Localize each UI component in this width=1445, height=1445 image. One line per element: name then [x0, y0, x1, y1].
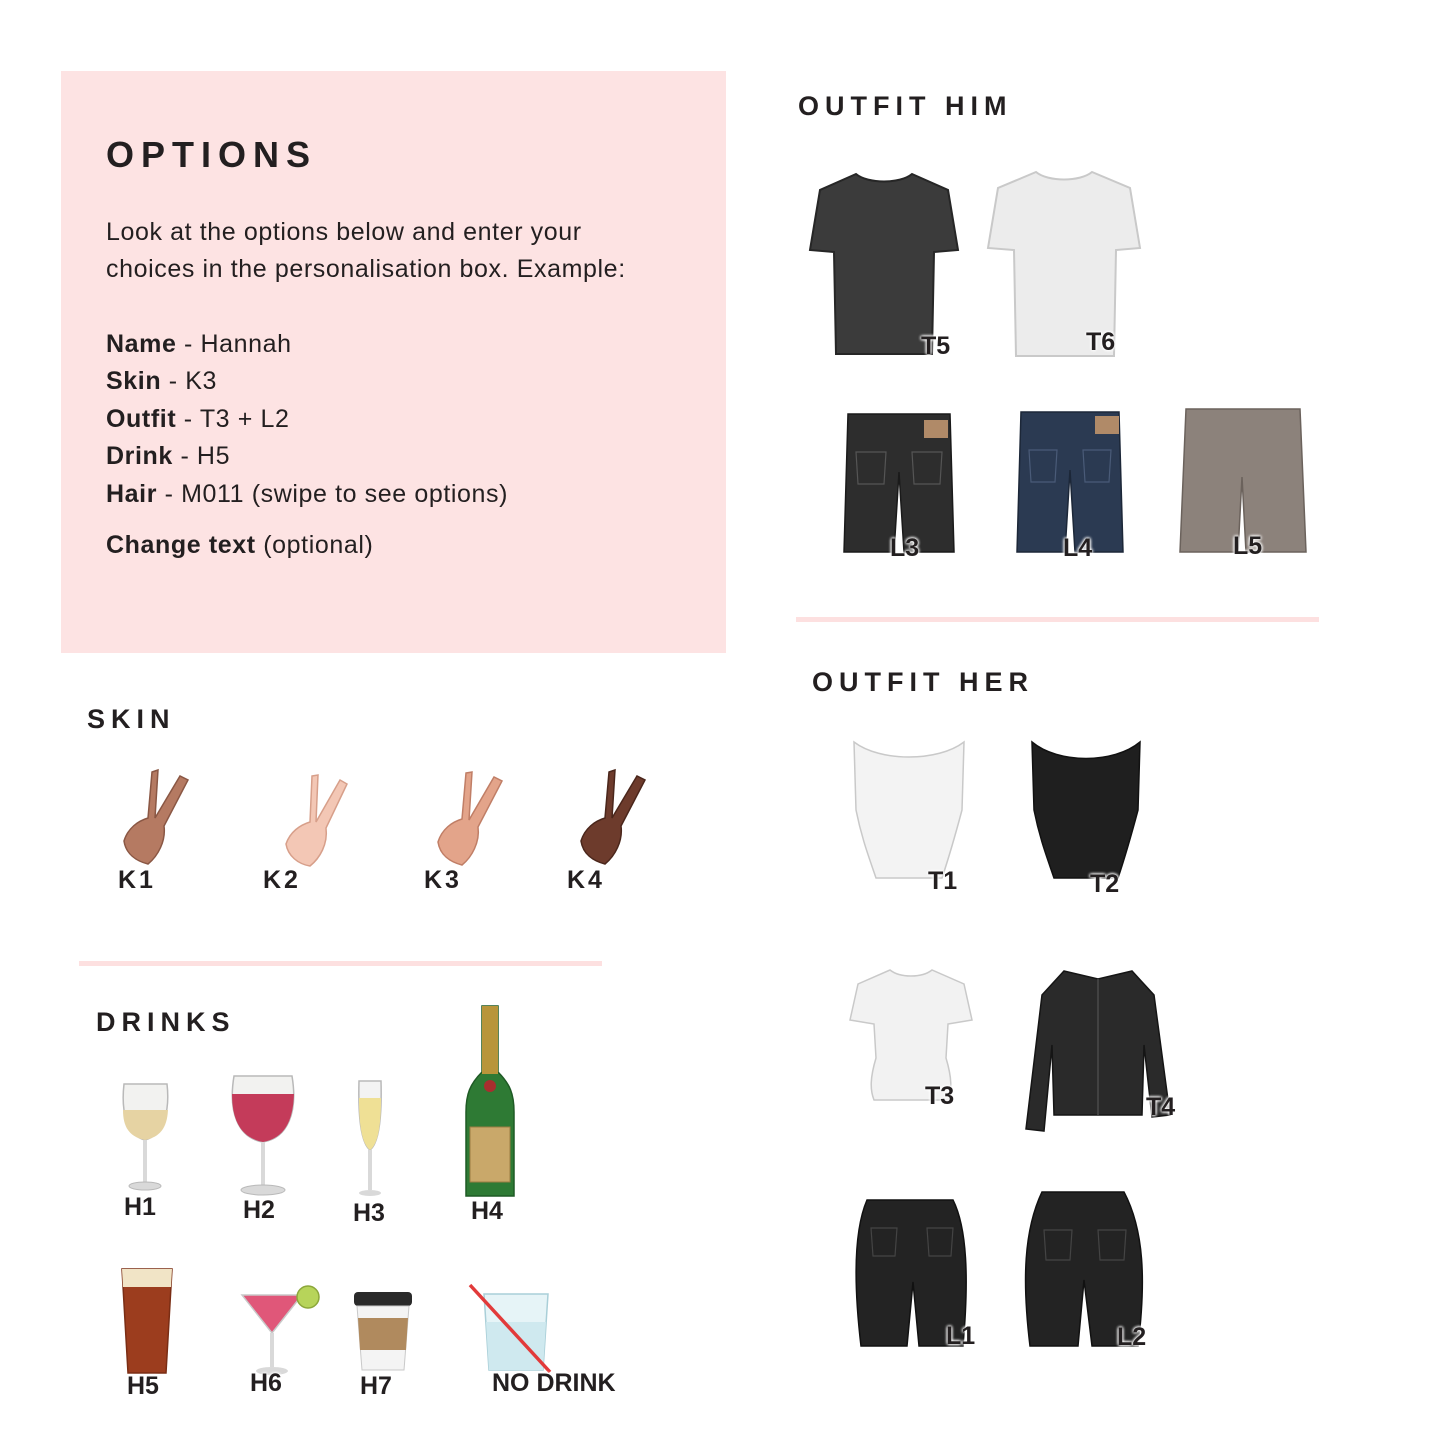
skin-k4-label: K4: [567, 866, 605, 894]
no-drink-label: NO DRINK: [492, 1369, 616, 1397]
options-title: OPTIONS: [106, 134, 318, 175]
skin-k3-hand-icon[interactable]: [432, 768, 507, 872]
drink-h5-beer-pint-icon[interactable]: [118, 1265, 176, 1377]
outfit-t1-white-crop-top-icon[interactable]: [850, 740, 968, 880]
outfit-t6-white-tshirt-icon[interactable]: [986, 168, 1142, 362]
drink-h6-cocktail-glass-icon[interactable]: [240, 1283, 322, 1378]
outfit-t3-white-fitted-tee-icon[interactable]: [848, 968, 974, 1102]
outfit-him-title: OUTFIT HIM: [798, 91, 1013, 121]
drink-h7-coffee-cup-icon[interactable]: [352, 1290, 414, 1372]
example-hair-row: Hair - M011 (swipe to see options): [106, 480, 509, 508]
drinks-title: DRINKS: [96, 1007, 236, 1037]
skin-k4-hand-icon[interactable]: [575, 766, 650, 871]
outfit-l4-blue-jeans-icon[interactable]: [1015, 410, 1125, 552]
example-skin-row: Skin - K3: [106, 367, 217, 395]
options-intro-line2: choices in the personalisation box. Example:: [106, 255, 626, 283]
drink-h5-label: H5: [127, 1372, 159, 1400]
example-drink-row: Drink - H5: [106, 442, 231, 470]
drink-h3-label: H3: [353, 1199, 385, 1227]
outfit-t2-black-crop-top-icon[interactable]: [1028, 740, 1144, 880]
skin-k2-hand-icon[interactable]: [280, 772, 355, 872]
drink-h4-label: H4: [471, 1197, 503, 1225]
outfit-her-title: OUTFIT HER: [812, 667, 1034, 697]
outfit-t6-label: T6: [1086, 328, 1116, 356]
example-change-text-row: Change text (optional): [106, 531, 374, 559]
outfit-l5-grey-trousers-icon[interactable]: [1178, 407, 1308, 552]
outfit-l1-label: L1: [946, 1322, 976, 1350]
example-outfit-row: Outfit - T3 + L2: [106, 405, 290, 433]
skin-k2-label: K2: [263, 866, 301, 894]
drink-h2-label: H2: [243, 1196, 275, 1224]
drink-h1-label: H1: [124, 1193, 156, 1221]
section-divider-left: [79, 961, 602, 966]
section-divider-right: [796, 617, 1319, 622]
drink-h1-white-wine-icon[interactable]: [118, 1080, 173, 1195]
drink-h7-label: H7: [360, 1372, 392, 1400]
outfit-t1-label: T1: [928, 867, 958, 895]
drink-h6-label: H6: [250, 1369, 282, 1397]
outfit-t2-label: T2: [1090, 870, 1120, 898]
skin-title: SKIN: [87, 704, 176, 734]
no-drink-icon[interactable]: [468, 1282, 554, 1374]
outfit-t5-label: T5: [921, 332, 951, 360]
outfit-l3-black-jeans-icon[interactable]: [842, 412, 956, 552]
example-name-row: Name - Hannah: [106, 330, 292, 358]
options-intro-line1: Look at the options below and enter your: [106, 218, 582, 246]
outfit-t3-label: T3: [925, 1082, 955, 1110]
drink-h2-red-wine-icon[interactable]: [228, 1072, 298, 1200]
outfit-l2-label: L2: [1117, 1323, 1147, 1351]
outfit-l4-label: L4: [1063, 534, 1093, 562]
outfit-t4-label: T4: [1146, 1093, 1176, 1121]
skin-k3-label: K3: [424, 866, 462, 894]
outfit-l3-label: L3: [890, 534, 920, 562]
skin-k1-hand-icon[interactable]: [118, 766, 193, 871]
skin-k1-label: K1: [118, 866, 156, 894]
drink-h3-champagne-flute-icon[interactable]: [355, 1078, 385, 1200]
drink-h4-champagne-bottle-icon[interactable]: [462, 1002, 518, 1200]
outfit-l5-label: L5: [1233, 532, 1263, 560]
